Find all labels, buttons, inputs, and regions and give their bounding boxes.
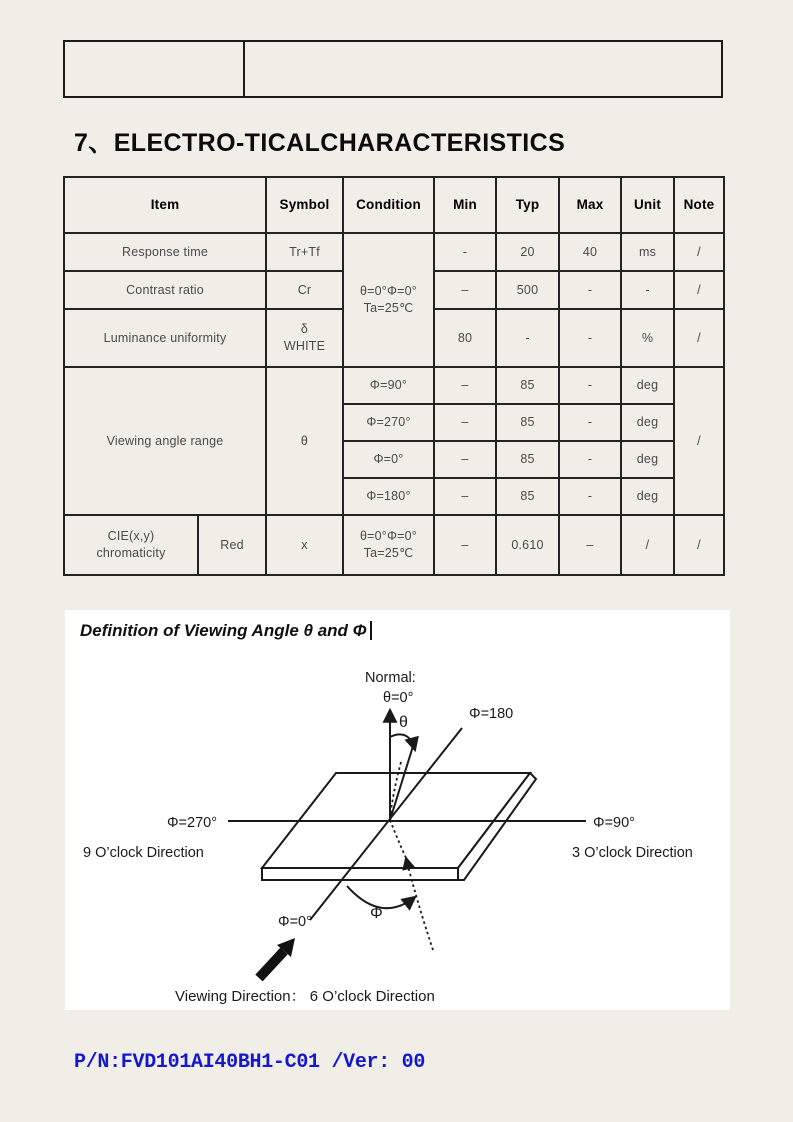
cell-typ: 0.610 [496,515,559,575]
cell-unit: % [621,309,674,367]
label-theta-zero: θ=0° [383,690,414,706]
header-item: Item [64,177,266,233]
header-unit: Unit [621,177,674,233]
cell-symbol: Tr+Tf [266,233,343,271]
row-cie-chromaticity [64,515,724,575]
cell-unit: deg [621,367,674,404]
cell-typ: 20 [496,233,559,271]
cell-min: – [434,478,496,515]
cell-typ: - [496,309,559,367]
item-line1: CIE(x,y) [107,529,155,544]
cell-typ: 85 [496,367,559,404]
cell-max: - [559,367,621,404]
condition-line2: Ta=25℃ [363,301,414,315]
cell-item: Contrast ratio [64,271,266,309]
table-header-row [64,177,724,233]
cell-symbol [266,309,343,367]
cell-max: - [559,404,621,441]
cell-condition: Φ=0° [343,441,434,478]
diagram-title-text: Definition of Viewing Angle θ and Φ [80,621,367,640]
cell-max: - [559,271,621,309]
label-theta: θ [399,714,408,731]
cell-min: – [434,515,496,575]
cell-min: - [434,233,496,271]
cell-item: Response time [64,233,266,271]
viewing-angle-diagram [65,610,730,1010]
label-3-oclock: 3 O’clock Direction [572,845,693,861]
cell-min: – [434,441,496,478]
label-phi-0: Φ=0° [278,914,312,930]
cell-item: Viewing angle range [64,367,266,515]
condition-line1: θ=0°Φ=0° [359,284,418,299]
condition-line1: θ=0°Φ=0° [359,529,418,544]
cell-item [64,515,198,575]
text-cursor [370,621,372,640]
header-max: Max [559,177,621,233]
row-response-time [64,233,724,271]
header-min: Min [434,177,496,233]
cell-unit: deg [621,404,674,441]
diagram-title [80,621,372,641]
cell-symbol: Cr [266,271,343,309]
cell-min: – [434,271,496,309]
part-number: P/N:FVD101AI40BH1-C01 /Ver: 00 [74,1051,426,1074]
cell-unit: - [621,271,674,309]
viewing-direction-arrow [259,938,295,978]
cell-min: – [434,367,496,404]
cell-typ: 85 [496,441,559,478]
cell-unit: / [621,515,674,575]
cell-symbol: x [266,515,343,575]
cell-max: – [559,515,621,575]
cell-min: – [434,404,496,441]
cell-max: - [559,478,621,515]
label-normal: Normal: [365,670,416,686]
symbol-line1: δ [300,322,309,337]
cell-condition: Φ=270° [343,404,434,441]
cell-min: 80 [434,309,496,367]
viewing-angle-definition-panel [65,610,730,1010]
header-typ: Typ [496,177,559,233]
cell-unit: deg [621,441,674,478]
condition-line2: Ta=25℃ [363,546,414,560]
cell-condition-merged [343,233,434,367]
cell-note: / [674,271,724,309]
cell-note: / [674,515,724,575]
cell-unit: deg [621,478,674,515]
label-phi-270: Φ=270° [166,815,217,831]
cell-condition: Φ=180° [343,478,434,515]
cell-condition: Φ=90° [343,367,434,404]
cell-typ: 85 [496,478,559,515]
cell-unit: ms [621,233,674,271]
symbol-line2: WHITE [283,339,326,353]
cell-typ: 500 [496,271,559,309]
header-box-right-cell [245,42,721,96]
cell-condition [343,515,434,575]
characteristics-table [63,176,725,576]
cell-max: - [559,441,621,478]
cell-note: / [674,233,724,271]
cell-note: / [674,367,724,515]
document-header-box [63,40,723,98]
cell-max: - [559,309,621,367]
theta-angle-arc [390,734,415,750]
section-title: 7、ELECTRO-TICALCHARACTERISTICS [74,129,566,157]
cell-note: / [674,309,724,367]
cell-symbol: θ [266,367,343,515]
label-viewing-direction: Viewing Direction： 6 O’clock Direction [175,988,435,1005]
item-line2: chromaticity [96,546,166,560]
header-symbol: Symbol [266,177,343,233]
label-9-oclock: 9 O’clock Direction [83,845,204,861]
cell-item: Luminance uniformity [64,309,266,367]
label-phi-90: Φ=90° [593,815,635,831]
header-box-left-cell [65,42,245,96]
label-phi-180: Φ=180 [469,706,514,722]
cell-max: 40 [559,233,621,271]
cell-typ: 85 [496,404,559,441]
label-phi: Φ [370,905,383,922]
header-note: Note [674,177,724,233]
header-condition: Condition [343,177,434,233]
row-viewing-angle-1 [64,367,724,404]
cell-color: Red [198,515,266,575]
